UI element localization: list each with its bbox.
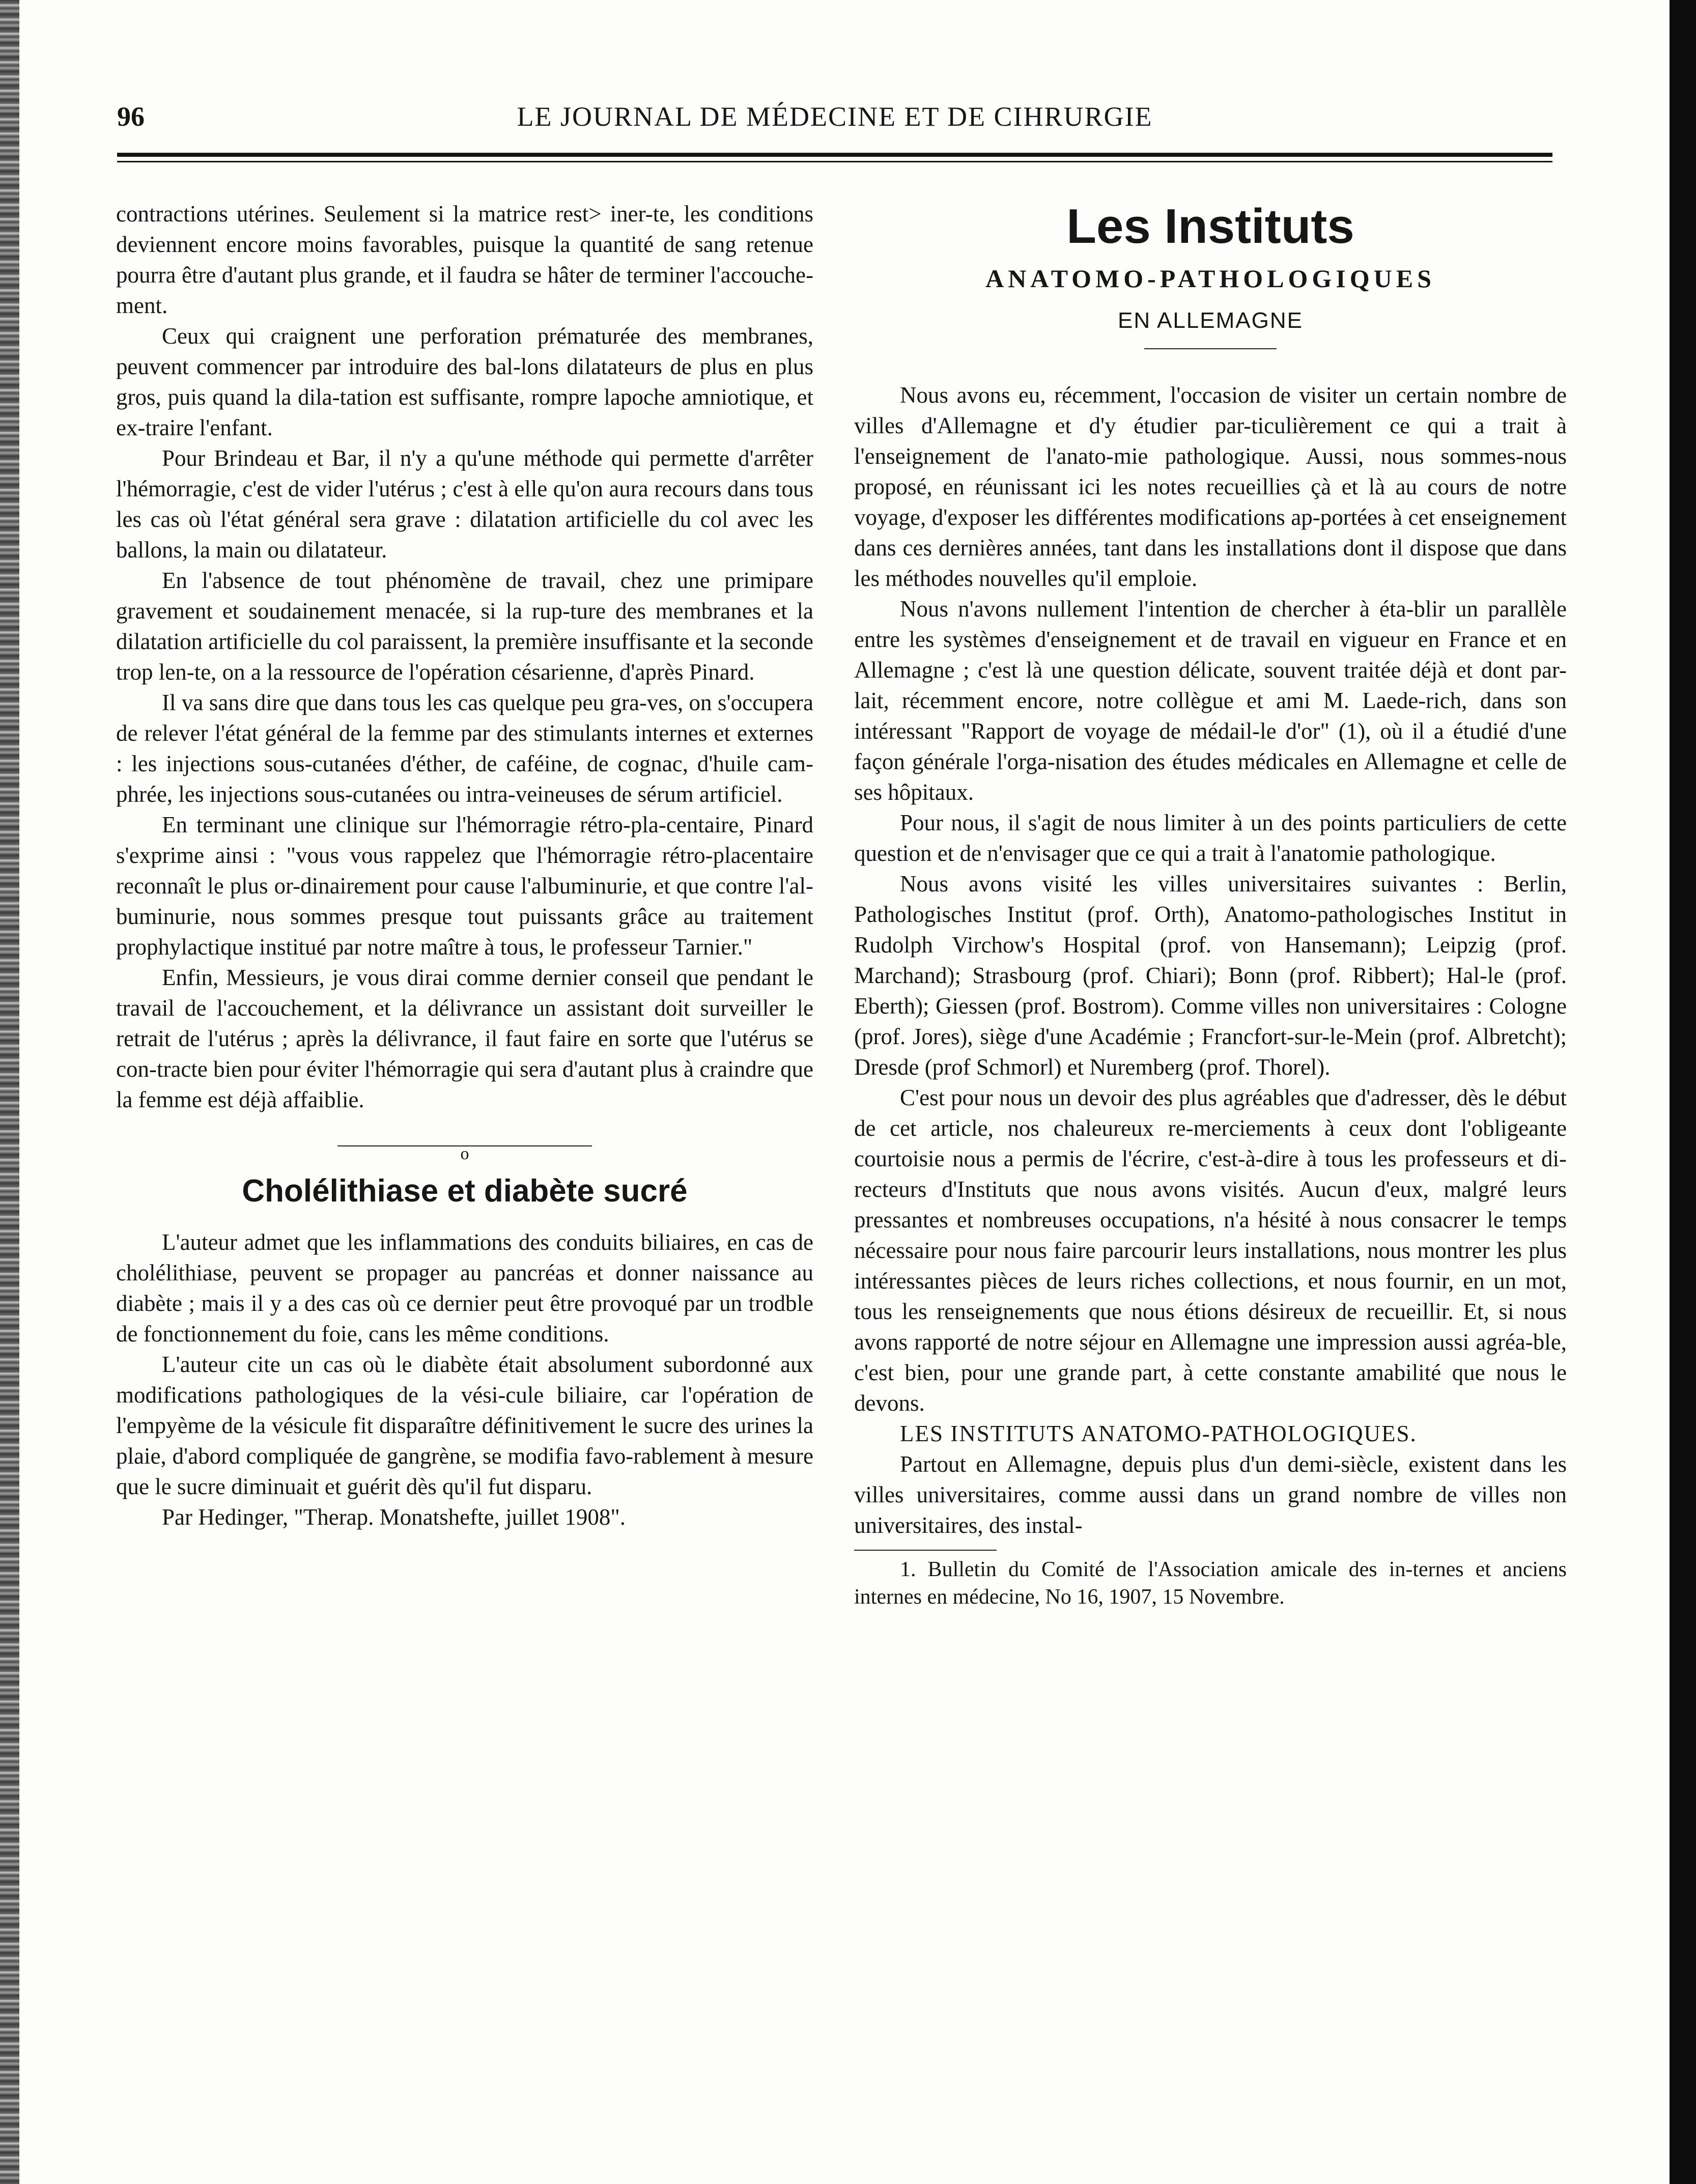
paragraph: Nous avons visité les villes universitaires suivantes : Berlin, Pathologisches Institut (prof. Orth), Anatomo-pathologisches Institut in Rudolph Virchow's Hospital (prof. von Hansemann); Leipzig (prof. Marchand); Strasbourg (prof. Chiari); Bonn (prof. Ribbert); Hal-le (prof. Eberth); Giessen (prof. Bostrom). Comme villes non universitaires : Cologne (prof. Jores), siège d'une Académie ; Francfort-sur-le-Mein (prof. Albretcht); Dresde (prof Schmorl) et Nuremberg (prof. Thorel). xyxy=(854,871,1567,1080)
article-subtitle-country: EN ALLEMAGNE xyxy=(1118,308,1303,333)
article-subtitle: ANATOMO-PATHOLOGIQUES xyxy=(985,264,1435,293)
source-citation: Par Hedinger, "Therap. Monatshefte, juillet 1908". xyxy=(162,1504,626,1530)
paragraph: En l'absence de tout phénomène de travail, chez une primipare gravement et soudainement menacée, si la rup-ture des membranes et la dilatation artificielle du col paraissent, la première insuffisante et la seconde trop len-te, on a la ressource de l'opération césarienne, d'après Pinard. xyxy=(116,568,813,685)
paragraph: Enfin, Messieurs, je vous dirai comme dernier conseil que pendant le travail de l'accouchement, et la délivrance un assistant doit surveiller le retrait de l'utérus ; après la délivrance, il faut faire en sorte que l'utérus se con-tracte bien pour éviter l'hémorragie qui sera d'autant plus à craindre que la femme est déjà affaiblie. xyxy=(116,965,813,1112)
paragraph: Nous n'avons nullement l'intention de chercher à éta-blir un parallèle entre les systèmes d'enseignement et de travail en vigueur en France et en Allemagne ; c'est là une question délicate, souvent traitée déjà et dont par-lait, récemment encore, notre collègue et ami M. Laede-rich, dans son intéressant "Rapport de voyage de médail-le d'or" (1), où il a étudié d'une façon générale l'orga-nisation des études médicales en Allemagne et celle de ses hôpitaux. xyxy=(854,596,1567,805)
paragraph: En terminant une clinique sur l'hémorragie rétro-pla-centaire, Pinard s'exprime ainsi : "vous vous rappelez que l'hémorragie rétro-placentaire reconnaît le plus or-dinairement pour cause l'albuminurie, et que contre l'al-buminurie, nous sommes presque tout puissants grâce au traitement prophylactique institué par notre maître à tous, le professeur Tarnier." xyxy=(116,812,813,960)
left-column xyxy=(116,199,813,1532)
separator-mark: o xyxy=(460,1144,469,1163)
paragraph: Ceux qui craignent une perforation prématurée des membranes, peuvent commencer par introduire des bal-lons dilatateurs de plus en plus gros, puis quand la dila-tation est suffisante, rompre lapoche amniotique, et ex-traire l'enfant. xyxy=(116,323,813,440)
right-column xyxy=(854,199,1567,1611)
scan-left-edge xyxy=(0,0,19,2184)
footnote: 1. Bulletin du Comité de l'Association amicale des in-ternes et anciens internes en médecine, No 16, 1907, 15 Novembre. xyxy=(854,1558,1567,1609)
header-rule-thick xyxy=(117,153,1552,157)
paragraph: Pour Brindeau et Bar, il n'y a qu'une méthode qui permette d'arrêter l'hémorragie, c'est de vider l'utérus ; c'est à elle qu'on aura recours dans tous les cas où l'état général sera grave : dilatation artificielle du col avec les ballons, la main ou dilatateur. xyxy=(116,445,813,563)
title-rule xyxy=(1144,348,1277,349)
paragraph: Partout en Allemagne, depuis plus d'un demi-siècle, existent dans les villes universitaires, comme aussi dans un grand nombre de villes non universitaires, des instal- xyxy=(854,1451,1567,1538)
paragraph: Pour nous, il s'agit de nous limiter à un des points particuliers de cette question et de n'envisager que ce qui a trait à l'anatomie pathologique. xyxy=(854,810,1567,866)
page-number: 96 xyxy=(117,101,145,132)
header-rule-thin xyxy=(117,161,1552,162)
paragraph: L'auteur cite un cas où le diabète était absolument subordonné aux modifications pathologiques de la vési-cule biliaire, car l'opération de l'empyème de la vésicule fit disparaître définitivement le sucre des urines la plaie, d'abord compliquée de gangrène, se modifia favo-rablement à mesure que le sucre diminuait et guérit dès qu'il fut disparu. xyxy=(116,1352,813,1499)
article-title-instituts: Les Instituts xyxy=(1066,199,1354,254)
paragraph: contractions utérines. Seulement si la matrice rest> iner-te, les conditions deviennent encore moins favorables, puisque la quantité de sang retenue pourra être d'autant plus grande, et il faudra se hâter de terminer l'accouche-ment. xyxy=(116,201,813,318)
running-title: LE JOURNAL DE MÉDECINE ET DE CIHRURGIE xyxy=(517,101,1153,132)
article-title-cholelithiase: Cholélithiase et diabète sucré xyxy=(242,1173,688,1209)
article-separator xyxy=(337,1144,592,1163)
paragraph: Il va sans dire que dans tous les cas quelque peu gra-ves, on s'occupera de relever l'état général de la femme par des stimulants internes et externes : les injections sous-cutanées d'éther, de caféine, de cognac, d'huile cam-phrée, les injections sous-cutanées ou intra-veineuses de sérum artificiel. xyxy=(116,690,813,807)
footnote-rule xyxy=(854,1550,997,1551)
paragraph: C'est pour nous un devoir des plus agréables que d'adresser, dès le début de cet article, nos chaleureux re-merciements à ceux dont l'obligeante courtoisie nous a permis de l'écrire, c'est-à-dire à tous les professeurs et di-recteurs d'Instituts que nous avons visités. Aucun d'eux, malgré leurs pressantes et nombreuses occupations, n'a hésité à nous consacrer le temps nécessaire pour nous faire parcourir leurs installations, nous montrer les plus intéressantes pièces de leurs riches collections, et nous fournir, en un mot, tous les renseignements que nous étions désireux de recueillir. Et, si nous avons rapporté de notre séjour en Allemagne une impression aussi agréa-ble, c'est bien, pour une grande part, à cette constante amabilité que nous le devons. xyxy=(854,1085,1567,1416)
section-heading: LES INSTITUTS ANATOMO-PATHOLOGIQUES. xyxy=(900,1421,1417,1446)
scan-right-edge xyxy=(1670,0,1696,2184)
paragraph: Nous avons eu, récemment, l'occasion de visiter un certain nombre de villes d'Allemagne et d'y étudier par-ticulièrement ce qui a trait à l'enseignement de l'anato-mie pathologique. Aussi, nous sommes-nous proposé, en réunissant ici les notes recueillies çà et là au cours de notre voyage, d'exposer les différentes modifications ap-portées à cet enseignement dans ces dernières années, tant dans les installations dont il dispose que dans les méthodes nouvelles qu'il emploie. xyxy=(854,382,1567,591)
page-header xyxy=(117,97,1552,137)
paragraph: L'auteur admet que les inflammations des conduits biliaires, en cas de cholélithiase, peuvent se propager au pancréas et donner naissance au diabète ; mais il y a des cas où ce dernier peut être provoqué par un trodble de fonctionnement du foie, cans les même conditions. xyxy=(116,1229,813,1347)
